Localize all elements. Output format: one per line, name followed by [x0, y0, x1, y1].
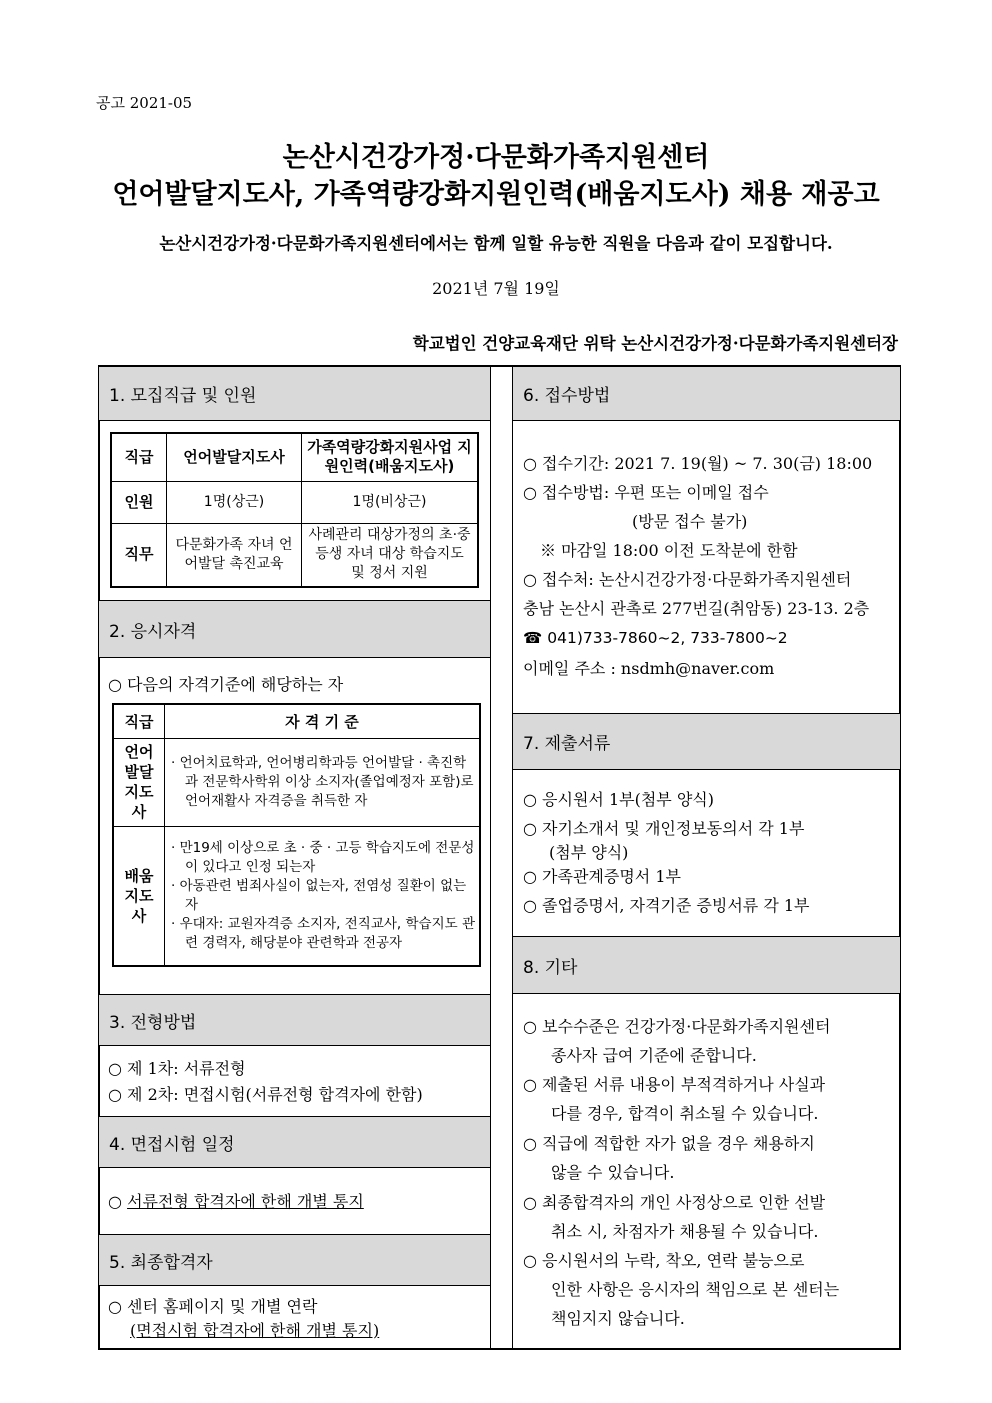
qual-row2-item: · 아동관련 범죄사실이 없는자, 전염성 질환이 없는 자: [171, 877, 467, 913]
apply-line: ○ 접수처: 논산시건강가정·다문화가족지원센터: [523, 570, 852, 589]
final-line-2: (면접시험 합격자에 한해 개별 통지): [130, 1321, 380, 1340]
qual-col-criteria: 자 격 기 준: [165, 704, 481, 738]
section-6-header: 6. 접수방법: [513, 366, 900, 421]
apply-line: ○ 접수방법: 우편 또는 이메일 접수: [523, 483, 769, 502]
apply-line: ※ 마감일 18:00 이전 도착분에 한함: [540, 541, 798, 560]
doc-line: ○ 자기소개서 및 개인정보동의서 각 1부: [523, 819, 805, 838]
apply-line: ○ 접수기간: 2021 7. 19(월) ~ 7. 30(금) 18:00: [523, 454, 873, 473]
section-4-header: 4. 면접시험 일정: [99, 1116, 490, 1168]
etc-line: ○ 보수수준은 건강가정·다문화가족지원센터: [523, 1017, 831, 1036]
etc-line: 다를 경우, 합격이 취소될 수 있습니다.: [551, 1104, 819, 1123]
etc-line: 취소 시, 차점자가 채용될 수 있습니다.: [551, 1222, 819, 1241]
section-8-header: 8. 기타: [513, 936, 900, 994]
col-language-instructor: 언어발달지도사: [167, 433, 302, 481]
screening-step-1: ○ 제 1차: 서류전형: [108, 1059, 246, 1078]
column-divider-right: [512, 365, 513, 1350]
doc-line: ○ 가족관계증명서 1부: [523, 867, 681, 886]
qual-row1-line: · 언어치료학과, 언어병리학과등 언어발달 · 촉진학과 전문학사학위 이상 소지자(졸업예정자 포함)로 언어재활사 자격증을 취득한 자: [171, 754, 474, 809]
apply-line: (방문 접수 불가): [632, 512, 748, 531]
etc-line: 종사자 급여 기준에 준합니다.: [551, 1046, 757, 1065]
qualification-lead: ○ 다음의 자격기준에 해당하는 자: [108, 675, 344, 694]
title-line-1: 논산시건강가정·다문화가족지원센터: [282, 142, 710, 173]
etc-line: 않을 수 있습니다.: [551, 1163, 675, 1182]
etc-line: ○ 응시원서의 누락, 착오, 연락 불능으로: [523, 1251, 805, 1270]
column-divider-left: [490, 365, 491, 1350]
apply-address: 충남 논산시 관촉로 277번길(취암동) 23-13. 2층: [523, 599, 870, 618]
interview-bullet: ○: [108, 1192, 122, 1211]
screening-step-2: ○ 제 2차: 면접시험(서류전형 합격자에 한함): [108, 1085, 423, 1104]
etc-line: 책임지지 않습니다.: [551, 1309, 685, 1328]
section-1-header: 1. 모집직급 및 인원: [99, 366, 490, 421]
doc-line: ○ 졸업증명서, 자격기준 증빙서류 각 1부: [523, 896, 810, 915]
qual-row1-grade: 언어발달지도사: [113, 738, 165, 826]
doc-line: (첨부 양식): [549, 843, 629, 862]
duty-language: 다문화가족 자녀 언어발달 촉진교육: [167, 523, 302, 587]
section-7-header: 7. 제출서류: [513, 713, 900, 770]
interview-text: 서류전형 합격자에 한해 개별 통지: [127, 1192, 364, 1211]
title-line-2: 언어발달지도사, 가족역량강화지원인력(배움지도사) 채용 재공고: [112, 179, 880, 210]
etc-line: ○ 제출된 서류 내용이 부적격하거나 사실과: [523, 1075, 826, 1094]
count-learning: 1명(비상근): [302, 481, 479, 523]
apply-email: 이메일 주소 : nsdmh@naver.com: [523, 659, 775, 678]
duty-learning: 사례관리 대상가정의 초·중등생 자녀 대상 학습지도 및 정서 지원: [302, 523, 479, 587]
count-language: 1명(상근): [167, 481, 302, 523]
interview-schedule: [108, 1187, 364, 1216]
qual-col-grade: 직급: [113, 704, 165, 738]
notice-number: 공고 2021-05: [96, 94, 193, 112]
row-duty-label: 직무: [111, 523, 167, 587]
position-table: [110, 432, 479, 588]
etc-line: 인한 사항은 응시자의 책임으로 본 센터는: [551, 1280, 840, 1299]
etc-line: ○ 직급에 적합한 자가 없을 경우 채용하지: [523, 1134, 815, 1153]
col-grade: 직급: [111, 433, 167, 481]
etc-line: ○ 최종합격자의 개인 사정상으로 인한 선발: [523, 1193, 826, 1212]
section-3-header: 3. 전형방법: [99, 994, 490, 1046]
col-learning-instructor: 가족역량강화지원사업 지원인력(배움지도사): [302, 433, 479, 481]
notice-date: 2021년 7월 19일: [432, 279, 560, 298]
qualification-table: [112, 703, 481, 967]
doc-line: ○ 응시원서 1부(첨부 양식): [523, 790, 714, 809]
qual-row2-grade: 배움지도사: [113, 826, 165, 966]
section-2-header: 2. 응시자격: [99, 600, 490, 658]
row-count-label: 인원: [111, 481, 167, 523]
qual-row2-item: · 만19세 이상으로 초 · 중 · 고등 학습지도에 전문성이 있다고 인정 되는자: [171, 839, 475, 875]
apply-phone: ☎ 041)733-7860~2, 733-7800~2: [523, 629, 788, 647]
qual-row2-text: [165, 826, 481, 966]
qual-row2-item: · 우대자: 교원자격증 소지자, 전직교사, 학습지도 관련 경력자, 해당분야 관련학과 전공자: [171, 915, 475, 951]
qual-row1-text: [165, 738, 481, 826]
issuer: 학교법인 건양교육재단 위탁 논산시건강가정·다문화가족지원센터장: [412, 334, 898, 353]
final-line-1: ○ 센터 홈페이지 및 개별 연락: [108, 1297, 318, 1316]
intro-text: 논산시건강가정·다문화가족지원센터에서는 함께 일할 유능한 직원을 다음과 같이 모집합니다.: [159, 234, 833, 253]
section-5-header: 5. 최종합격자: [99, 1234, 490, 1286]
